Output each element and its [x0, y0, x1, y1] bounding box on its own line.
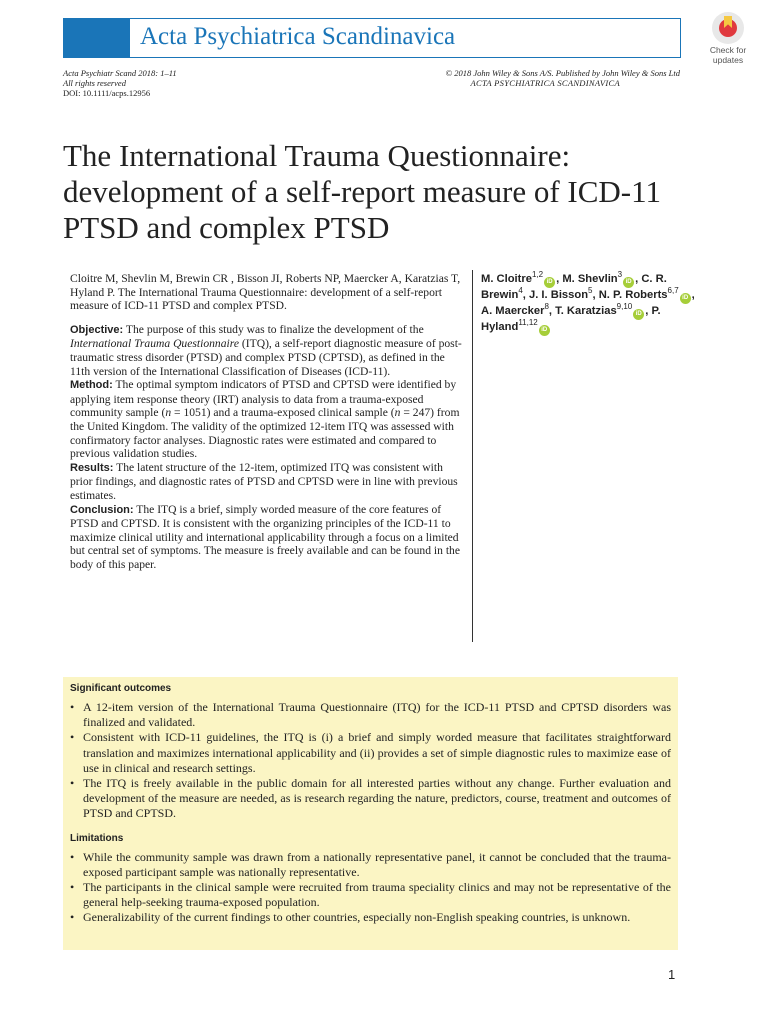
- orcid-icon[interactable]: iD: [633, 309, 644, 320]
- author-entry: [555, 302, 649, 317]
- orcid-icon[interactable]: iD: [539, 325, 550, 336]
- page-number: 1: [668, 967, 676, 982]
- author-entry: [481, 270, 563, 285]
- outcomes-heading: Significant outcomes: [70, 683, 172, 694]
- journal-banner: [63, 18, 681, 58]
- author-list: [481, 272, 701, 336]
- check-for-updates-badge[interactable]: [703, 12, 753, 70]
- abstract-results: Results: The latent structure of the 12-item, optimized ITQ was consistent with prior findings, and diagnostic rates of PTSD and CPTSD were in line with previous estimates.: [70, 460, 458, 502]
- limitations-list: [70, 850, 671, 926]
- citation-text: Cloitre M, Shevlin M, Brewin CR , Bisson JI, Roberts NP, Maercker A, Karatzias T, Hyland P. The International Trauma Questionnaire: development of a self-report measure of ICD-11 PTSD and complex PTSD.: [70, 272, 461, 313]
- limitation-item: • Generalizability of the current findings to other countries, especially non-English speaking countries, is unknown.: [70, 910, 671, 925]
- author-entry: [528, 286, 596, 301]
- abstract-objective: Objective: The purpose of this study was to finalize the development of the International Trauma Questionnaire (ITQ), a self-report diagnostic measure of post-traumatic stress disorder (PTSD) and complex PTSD (CPTSD), as defined in the 11th version of the International Classification of Diseases (ICD-11).: [70, 322, 462, 378]
- author-affiliation: 9,10: [616, 302, 633, 311]
- author-entry: [481, 302, 552, 317]
- author-affiliation: 4: [518, 286, 523, 295]
- banner-color-block: [64, 19, 130, 57]
- orcid-icon[interactable]: iD: [544, 277, 555, 288]
- significant-outcomes-box: [63, 677, 678, 950]
- author-entry: [562, 270, 639, 285]
- author-separator: ,: [592, 289, 596, 301]
- author-affiliation: 6,7: [667, 286, 679, 295]
- citation-meta: Acta Psychiatr Scand 2018: 1–11 All rights reserved DOI: 10.1111/acps.12956: [63, 68, 177, 98]
- paper-title: The International Trauma Questionnaire: development of a self-report measure of ICD-11 PTSD and complex PTSD: [63, 138, 661, 245]
- author-separator: ,: [635, 273, 639, 285]
- author-name[interactable]: J. I. Bisson: [528, 289, 589, 301]
- author-name[interactable]: M. Shevlin: [562, 273, 618, 285]
- outcome-item: • A 12-item version of the International Trauma Questionnaire (ITQ) for the ICD-11 PTSD and CPTSD disorders was finalized and validated.: [70, 700, 671, 730]
- doi[interactable]: DOI: 10.1111/acps.12956: [63, 88, 151, 98]
- author-affiliation: 11,12: [518, 318, 538, 327]
- orcid-icon[interactable]: iD: [623, 277, 634, 288]
- author-entry: [598, 286, 695, 301]
- column-divider: [472, 270, 473, 642]
- author-affiliation: 3: [617, 270, 623, 279]
- abstract-conclusion: Conclusion: The ITQ is a brief, simply worded measure of the core features of PTSD and CPTSD. It is consistent with the organizing principles of the ICD-11 to maximize clinical utility and international applicability through a focus on a limited but central set of symptoms. The measure is freely available and can be found in the body of this paper.: [70, 502, 460, 571]
- author-affiliation: 1,2: [531, 270, 544, 279]
- journal-name: Acta Psychiatrica Scandinavica: [140, 23, 456, 50]
- outcomes-list: [70, 700, 671, 822]
- author-name[interactable]: M. Cloitre: [481, 273, 532, 285]
- author-separator: ,: [691, 289, 695, 301]
- limitation-item: • The participants in the clinical sample were recruited from trauma speciality clinics and may not be representative of the general help-seeking trauma-exposed population.: [70, 880, 671, 910]
- limitations-heading: Limitations: [70, 832, 124, 844]
- abstract-column: [70, 272, 462, 571]
- author-separator: ,: [522, 289, 529, 301]
- author-name[interactable]: A. Maercker: [481, 305, 545, 317]
- outcome-item: • Consistent with ICD-11 guidelines, the ITQ is (i) a brief and simply worded measure that facilitates straightforward translation and maximizes international applicability and (ii) provides a set of simple diagnostic rules to maximize ease of use in clinical and research settings.: [70, 730, 671, 776]
- author-separator: ,: [556, 273, 563, 285]
- author-affiliation: 8: [544, 302, 549, 311]
- author-separator: ,: [645, 305, 649, 317]
- orcid-icon[interactable]: iD: [680, 293, 691, 304]
- author-name[interactable]: T. Karatzias: [555, 305, 617, 317]
- badge-label: Check for updates: [709, 45, 747, 65]
- author-name[interactable]: P. Hyland: [481, 305, 661, 333]
- limitation-item: • While the community sample was drawn from a nationally representative panel, it cannot be concluded that the trauma-exposed participant sample was nationally representative.: [70, 850, 671, 880]
- outcome-item: • The ITQ is freely available in the public domain for all interested parties without any change. Further evaluation and development of the measure are needed, as is research regarding the nature, predictors, course, treatment and outcomes of PTSD and CPTSD.: [70, 776, 671, 822]
- author-name[interactable]: N. P. Roberts: [598, 289, 668, 301]
- author-affiliation: 5: [588, 286, 593, 295]
- author-separator: ,: [548, 305, 552, 317]
- copyright-meta: © 2018 John Wiley & Sons A/S. Published by John Wiley & Sons Ltd ACTA PSYCHIATRICA SCANDINAVICA: [445, 68, 680, 88]
- abstract-method: Method: The optimal symptom indicators of PTSD and CPTSD were identified by applying item response theory (IRT) analysis to data from a trauma-exposed community sample (n = 1051) and a trauma-exposed clinical sample (n = 247) from the United Kingdom. The validity of the optimized 12-item ITQ was assessed with confirmatory factor analyses. Diagnostic rates were estimated and compared to previous validation studies.: [70, 378, 460, 461]
- author-name[interactable]: C. R. Brewin: [481, 273, 667, 301]
